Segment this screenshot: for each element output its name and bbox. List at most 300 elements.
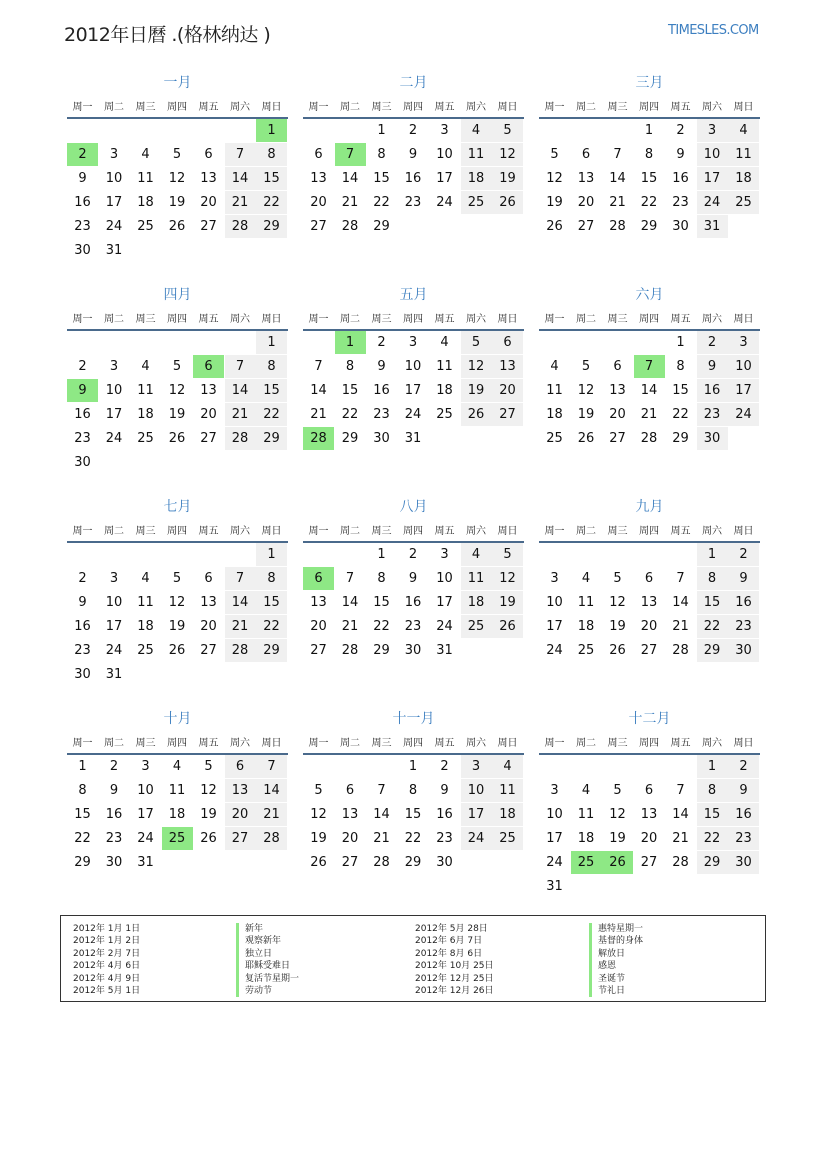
day-cell: 17 <box>105 619 123 634</box>
day-cell: 13 <box>310 171 327 186</box>
day-cell: 23 <box>436 831 453 846</box>
day-cell: 29 <box>672 431 689 446</box>
day-cell: 17 <box>461 803 492 826</box>
day-cell: 20 <box>200 195 217 210</box>
weekday-header: 周一 <box>72 526 93 537</box>
day-cell: 20 <box>577 195 595 210</box>
day-cell: 29 <box>373 219 390 234</box>
weekday-header: 周六 <box>466 526 486 537</box>
day-cell: 20 <box>225 803 256 826</box>
day-cell: 25 <box>436 407 453 422</box>
header-rule <box>67 541 288 543</box>
day-cell: 8 <box>256 355 287 378</box>
day-cell: 6 <box>644 783 654 798</box>
day-cell: 23 <box>373 407 390 422</box>
day-cell: 15 <box>373 171 390 186</box>
day-cell: 12 <box>461 355 492 378</box>
day-cell: 6 <box>225 755 256 778</box>
day-cell: 10 <box>697 143 728 166</box>
day-cell: 12 <box>577 383 595 398</box>
day-cell: 16 <box>74 619 91 634</box>
day-cell: 5 <box>613 571 622 586</box>
day-cell: 29 <box>256 639 287 662</box>
day-cell: 23 <box>672 195 689 210</box>
day-cell: 31 <box>105 243 123 258</box>
day-cell: 2 <box>408 123 418 138</box>
holiday-name: 劳动节 <box>236 985 272 997</box>
day-cell: 14 <box>225 379 256 402</box>
weekday-header: 周二 <box>340 314 360 325</box>
day-cell: 11 <box>492 779 523 802</box>
day-cell: 30 <box>105 855 123 870</box>
day-cell: 14 <box>225 591 256 614</box>
day-cell: 19 <box>609 831 626 846</box>
day-cell: 2 <box>697 331 728 354</box>
day-cell: 9 <box>78 171 87 186</box>
holiday-day-cell: 9 <box>67 379 98 402</box>
day-cell: 3 <box>728 331 759 354</box>
day-cell: 1 <box>644 123 654 138</box>
holiday-date: 2012年 10月 25日 <box>415 961 494 972</box>
holiday-name: 耶稣受难日 <box>236 960 290 972</box>
weekday-header: 周三 <box>371 314 392 325</box>
day-cell: 23 <box>74 219 91 234</box>
day-cell: 15 <box>341 383 359 398</box>
day-cell: 5 <box>172 571 182 586</box>
month-name: 六月 <box>635 287 664 303</box>
day-cell: 27 <box>310 643 327 658</box>
weekday-header: 周五 <box>670 102 691 113</box>
site-link[interactable]: TIMESLES.COM <box>668 23 759 38</box>
day-cell: 4 <box>581 571 591 586</box>
day-cell: 8 <box>256 567 287 590</box>
day-cell: 10 <box>436 147 453 162</box>
day-cell: 2 <box>78 359 87 374</box>
day-cell: 12 <box>609 595 626 610</box>
day-cell: 28 <box>225 215 256 238</box>
day-cell: 14 <box>341 171 359 186</box>
weekday-header: 周五 <box>198 738 219 749</box>
day-cell: 4 <box>728 119 759 142</box>
day-cell: 14 <box>256 779 287 802</box>
day-cell: 28 <box>341 219 359 234</box>
month-name: 四月 <box>163 287 192 303</box>
day-cell: 21 <box>373 831 390 846</box>
day-cell: 15 <box>697 591 728 614</box>
day-cell: 27 <box>200 431 217 446</box>
day-cell: 11 <box>168 783 186 798</box>
weekday-header: 周四 <box>167 314 187 325</box>
day-cell: 18 <box>492 803 523 826</box>
month-name: 八月 <box>399 499 428 515</box>
day-cell: 4 <box>440 335 449 350</box>
holiday-day-cell: 7 <box>634 355 665 378</box>
weekday-header: 周一 <box>544 102 565 113</box>
day-cell: 15 <box>697 803 728 826</box>
day-cell: 22 <box>640 195 658 210</box>
day-cell: 21 <box>310 407 327 422</box>
weekday-header: 周一 <box>308 314 329 325</box>
holiday-day-cell: 6 <box>303 567 334 590</box>
day-cell: 4 <box>141 147 150 162</box>
day-cell: 5 <box>613 783 622 798</box>
day-cell: 1 <box>697 543 728 566</box>
day-cell: 21 <box>225 403 256 426</box>
day-cell: 24 <box>404 407 422 422</box>
day-cell: 14 <box>225 167 256 190</box>
weekday-header: 周六 <box>230 102 250 113</box>
day-cell: 27 <box>341 855 359 870</box>
month-name: 三月 <box>635 75 664 91</box>
day-cell: 12 <box>168 383 186 398</box>
day-cell: 1 <box>256 543 287 566</box>
day-cell: 11 <box>137 383 154 398</box>
header-rule <box>67 329 288 331</box>
day-cell: 25 <box>577 643 595 658</box>
weekday-header: 周六 <box>702 314 722 325</box>
day-cell: 3 <box>109 147 119 162</box>
holiday-name: 解放日 <box>589 948 625 960</box>
weekday-header: 周三 <box>607 314 628 325</box>
weekday-header: 周一 <box>544 526 565 537</box>
weekday-header: 周六 <box>702 526 722 537</box>
day-cell: 3 <box>408 335 418 350</box>
day-cell: 22 <box>256 403 287 426</box>
day-cell: 24 <box>105 643 123 658</box>
holiday-day-cell: 1 <box>335 331 366 354</box>
day-cell: 7 <box>256 755 287 778</box>
day-cell: 27 <box>640 643 658 658</box>
weekday-header: 周二 <box>576 526 596 537</box>
holiday-name: 独立日 <box>236 948 272 960</box>
day-cell: 23 <box>728 827 759 850</box>
day-cell: 19 <box>546 195 563 210</box>
day-cell: 8 <box>377 147 386 162</box>
weekday-header: 周六 <box>230 526 250 537</box>
weekday-header: 周六 <box>466 314 486 325</box>
day-cell: 31 <box>697 215 728 238</box>
day-cell: 8 <box>256 143 287 166</box>
day-cell: 21 <box>225 615 256 638</box>
weekday-header: 周二 <box>104 102 124 113</box>
day-cell: 3 <box>141 759 150 774</box>
day-cell: 1 <box>676 335 685 350</box>
day-cell: 12 <box>310 807 327 822</box>
month-name: 九月 <box>635 499 664 515</box>
day-cell: 12 <box>492 143 523 166</box>
day-cell: 28 <box>225 427 256 450</box>
weekday-header: 周二 <box>340 738 360 749</box>
day-cell: 20 <box>640 831 658 846</box>
weekday-header: 周一 <box>72 314 93 325</box>
day-cell: 22 <box>373 619 390 634</box>
day-cell: 24 <box>546 643 563 658</box>
day-cell: 7 <box>676 783 685 798</box>
holiday-name: 观察新年 <box>236 935 281 947</box>
day-cell: 30 <box>728 851 759 874</box>
holiday-day-cell: 1 <box>256 119 287 142</box>
day-cell: 29 <box>373 643 390 658</box>
day-cell: 24 <box>105 219 123 234</box>
day-cell: 5 <box>550 147 559 162</box>
day-cell: 2 <box>728 543 759 566</box>
day-cell: 7 <box>676 571 685 586</box>
day-cell: 20 <box>640 619 658 634</box>
day-cell: 17 <box>546 619 563 634</box>
day-cell: 30 <box>728 639 759 662</box>
day-cell: 29 <box>404 855 422 870</box>
day-cell: 3 <box>109 359 119 374</box>
weekday-header: 周一 <box>544 738 565 749</box>
day-cell: 12 <box>546 171 563 186</box>
day-cell: 10 <box>546 595 563 610</box>
weekday-header: 周三 <box>135 738 156 749</box>
day-cell: 3 <box>697 119 728 142</box>
day-cell: 22 <box>341 407 359 422</box>
day-cell: 8 <box>697 567 728 590</box>
day-cell: 23 <box>105 831 123 846</box>
day-cell: 25 <box>461 615 492 638</box>
day-cell: 3 <box>550 783 559 798</box>
day-cell: 6 <box>581 147 591 162</box>
day-cell: 12 <box>168 171 186 186</box>
weekday-header: 周六 <box>702 102 722 113</box>
day-cell: 25 <box>728 191 759 214</box>
holiday-legend <box>60 915 766 1002</box>
month-name: 十二月 <box>628 711 671 727</box>
day-cell: 17 <box>697 167 728 190</box>
day-cell: 20 <box>310 619 327 634</box>
day-cell: 22 <box>697 615 728 638</box>
day-cell: 13 <box>200 171 217 186</box>
day-cell: 19 <box>168 195 186 210</box>
day-cell: 18 <box>728 167 759 190</box>
weekday-header: 周五 <box>434 738 455 749</box>
day-cell: 26 <box>577 431 595 446</box>
day-cell: 31 <box>404 431 422 446</box>
day-cell: 28 <box>341 643 359 658</box>
day-cell: 21 <box>672 619 689 634</box>
day-cell: 3 <box>550 571 559 586</box>
month-name: 五月 <box>399 287 428 303</box>
holiday-name: 新年 <box>236 923 263 935</box>
day-cell: 23 <box>74 643 91 658</box>
day-cell: 8 <box>676 359 685 374</box>
weekday-header: 周日 <box>733 314 754 325</box>
day-cell: 4 <box>492 755 523 778</box>
weekday-header: 周日 <box>261 102 282 113</box>
month-name: 一月 <box>163 75 192 91</box>
holiday-day-cell: 28 <box>303 427 334 450</box>
day-cell: 29 <box>697 851 728 874</box>
day-cell: 24 <box>137 831 154 846</box>
day-cell: 18 <box>137 195 154 210</box>
day-cell: 26 <box>200 831 217 846</box>
day-cell: 1 <box>408 759 418 774</box>
day-cell: 3 <box>461 755 492 778</box>
day-cell: 24 <box>697 191 728 214</box>
day-cell: 20 <box>200 407 217 422</box>
holiday-day-cell: 6 <box>193 355 224 378</box>
day-cell: 26 <box>168 643 186 658</box>
weekday-header: 周五 <box>198 526 219 537</box>
day-cell: 13 <box>225 779 256 802</box>
day-cell: 18 <box>436 383 453 398</box>
day-cell: 22 <box>256 615 287 638</box>
day-cell: 28 <box>256 827 287 850</box>
weekday-header: 周四 <box>403 738 423 749</box>
day-cell: 22 <box>74 831 91 846</box>
day-cell: 13 <box>492 355 523 378</box>
day-cell: 11 <box>461 143 492 166</box>
weekday-header: 周五 <box>198 314 219 325</box>
holiday-date: 2012年 4月 9日 <box>73 973 141 984</box>
day-cell: 29 <box>256 215 287 238</box>
day-cell: 21 <box>672 831 689 846</box>
day-cell: 14 <box>341 595 359 610</box>
day-cell: 5 <box>492 543 523 566</box>
day-cell: 16 <box>74 407 91 422</box>
day-cell: 15 <box>256 379 287 402</box>
day-cell: 17 <box>436 171 453 186</box>
holiday-name: 感恩 <box>589 960 616 972</box>
weekday-header: 周六 <box>466 102 486 113</box>
day-cell: 16 <box>74 195 91 210</box>
day-cell: 5 <box>204 759 213 774</box>
day-cell: 26 <box>609 643 626 658</box>
day-cell: 18 <box>461 167 492 190</box>
month-name: 七月 <box>163 499 192 515</box>
day-cell: 25 <box>137 219 154 234</box>
month-name: 十月 <box>163 711 192 727</box>
day-cell: 12 <box>609 807 626 822</box>
day-cell: 14 <box>373 807 390 822</box>
day-cell: 16 <box>373 383 390 398</box>
day-cell: 22 <box>256 191 287 214</box>
weekday-header: 周日 <box>733 738 754 749</box>
day-cell: 4 <box>581 783 591 798</box>
day-cell: 7 <box>345 571 355 586</box>
weekday-header: 周六 <box>230 738 250 749</box>
day-cell: 10 <box>105 383 123 398</box>
weekday-header: 周日 <box>261 526 282 537</box>
weekday-header: 周四 <box>639 526 659 537</box>
day-cell: 25 <box>546 431 563 446</box>
day-cell: 1 <box>377 123 386 138</box>
day-cell: 19 <box>200 807 217 822</box>
weekday-header: 周五 <box>434 102 455 113</box>
day-cell: 11 <box>436 359 453 374</box>
day-cell: 13 <box>609 383 626 398</box>
weekday-header: 周四 <box>639 314 659 325</box>
day-cell: 28 <box>225 639 256 662</box>
weekday-header: 周三 <box>135 526 156 537</box>
day-cell: 11 <box>461 567 492 590</box>
day-cell: 16 <box>728 591 759 614</box>
day-cell: 30 <box>74 243 91 258</box>
weekday-header: 周日 <box>733 526 754 537</box>
day-cell: 10 <box>461 779 492 802</box>
day-cell: 8 <box>408 783 418 798</box>
day-cell: 18 <box>137 619 154 634</box>
day-cell: 19 <box>310 831 327 846</box>
day-cell: 4 <box>461 119 492 142</box>
weekday-header: 周三 <box>135 102 156 113</box>
weekday-header: 周三 <box>607 102 628 113</box>
day-cell: 30 <box>436 855 453 870</box>
weekday-header: 周二 <box>576 738 596 749</box>
day-cell: 27 <box>609 431 626 446</box>
day-cell: 24 <box>461 827 492 850</box>
day-cell: 10 <box>404 359 422 374</box>
weekday-header: 周五 <box>670 738 691 749</box>
day-cell: 17 <box>137 807 154 822</box>
weekday-header: 周一 <box>72 738 93 749</box>
day-cell: 13 <box>577 171 595 186</box>
day-cell: 27 <box>200 643 217 658</box>
day-cell: 20 <box>492 379 523 402</box>
weekday-header: 周三 <box>607 526 628 537</box>
day-cell: 1 <box>78 759 87 774</box>
day-cell: 24 <box>436 619 453 634</box>
day-cell: 19 <box>168 619 186 634</box>
day-cell: 5 <box>581 359 591 374</box>
day-cell: 9 <box>440 783 449 798</box>
holiday-date: 2012年 1月 1日 <box>73 924 141 934</box>
day-cell: 4 <box>141 571 150 586</box>
day-cell: 23 <box>74 431 91 446</box>
day-cell: 2 <box>377 335 386 350</box>
day-cell: 15 <box>256 167 287 190</box>
day-cell: 13 <box>341 807 359 822</box>
day-cell: 11 <box>137 595 154 610</box>
day-cell: 19 <box>492 167 523 190</box>
month-name: 二月 <box>399 75 428 91</box>
day-cell: 8 <box>78 783 87 798</box>
day-cell: 15 <box>256 591 287 614</box>
weekday-header: 周五 <box>434 314 455 325</box>
holiday-date: 2012年 12月 25日 <box>415 973 494 984</box>
day-cell: 2 <box>440 759 449 774</box>
day-cell: 10 <box>105 595 123 610</box>
day-cell: 27 <box>640 855 658 870</box>
day-cell: 5 <box>172 147 182 162</box>
day-cell: 2 <box>109 759 119 774</box>
holiday-name: 基督的身体 <box>589 935 643 947</box>
weekday-header: 周二 <box>104 526 124 537</box>
day-cell: 13 <box>640 595 658 610</box>
day-cell: 9 <box>408 571 418 586</box>
day-cell: 31 <box>137 855 154 870</box>
day-cell: 5 <box>461 331 492 354</box>
day-cell: 18 <box>577 619 595 634</box>
day-cell: 8 <box>377 571 386 586</box>
day-cell: 13 <box>640 807 658 822</box>
day-cell: 11 <box>137 171 154 186</box>
day-cell: 13 <box>200 595 217 610</box>
day-cell: 14 <box>640 383 658 398</box>
day-cell: 30 <box>404 643 422 658</box>
day-cell: 15 <box>373 595 390 610</box>
day-cell: 31 <box>105 667 123 682</box>
holiday-date: 2012年 6月 7日 <box>415 936 483 947</box>
weekday-header: 周三 <box>607 738 628 749</box>
weekday-header: 周二 <box>340 102 360 113</box>
day-cell: 1 <box>256 331 287 354</box>
day-cell: 22 <box>404 831 422 846</box>
day-cell: 7 <box>613 147 622 162</box>
weekday-header: 周四 <box>403 526 423 537</box>
